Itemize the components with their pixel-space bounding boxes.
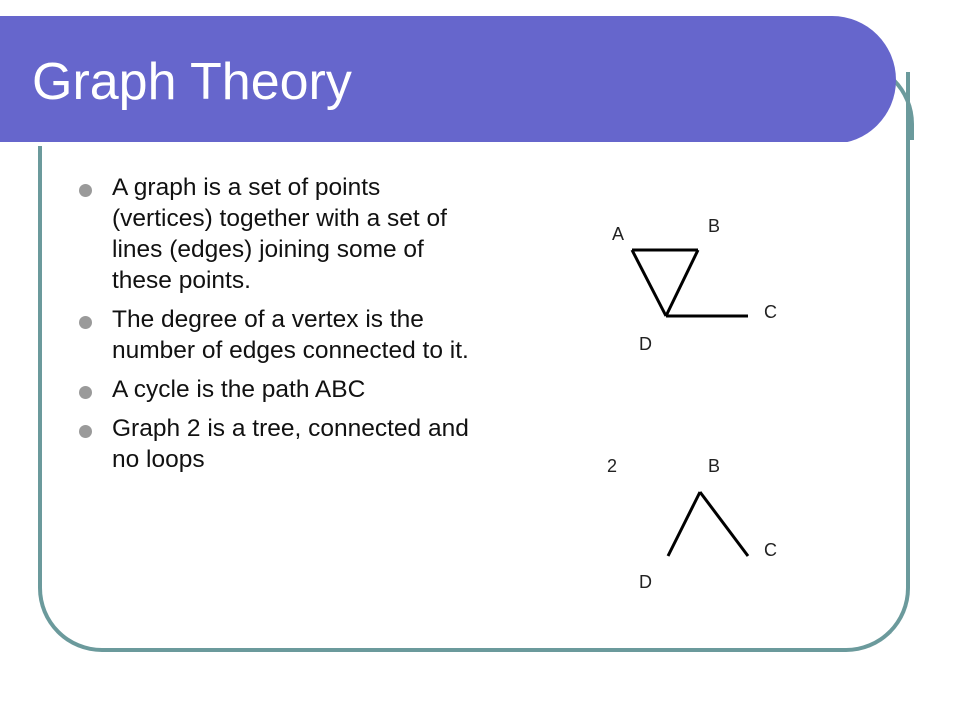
edge-b-d — [666, 250, 698, 316]
edge-d-b — [668, 492, 700, 556]
vertex-label-c: C — [764, 302, 777, 322]
graph-2 — [607, 456, 777, 592]
bullet-item — [76, 374, 476, 405]
graph-number-label: 2 — [607, 456, 618, 476]
vertex-label-d: D — [639, 334, 652, 354]
bullet-text: Graph 2 is a tree, connected and no loops — [112, 415, 469, 473]
bullet-text: A graph is a set of points (vertices) together with a set of lines (edges) joining some of these points. — [112, 174, 447, 294]
bullet-dot-icon — [79, 316, 92, 329]
bullet-dot-icon — [79, 184, 92, 197]
bullet-text: A cycle is the path ABC — [112, 376, 366, 403]
vertex-label-d: D — [639, 572, 652, 592]
bullet-item — [76, 413, 476, 475]
bullet-item — [76, 172, 476, 296]
graph-1 — [612, 216, 777, 354]
bullet-text: The degree of a vertex is the number of edges connected to it. — [112, 306, 469, 364]
vertex-label-a: A — [612, 224, 625, 244]
bullet-dot-icon — [79, 425, 92, 438]
vertex-label-b: B — [708, 456, 721, 476]
edge-a-d — [632, 250, 666, 316]
bullet-item — [76, 304, 476, 366]
title-underline — [0, 142, 848, 146]
title-bar — [0, 16, 896, 144]
graph-diagrams — [560, 196, 820, 606]
bullet-list — [76, 172, 476, 483]
edge-b-c — [700, 492, 748, 556]
vertex-label-b: B — [708, 216, 721, 236]
bullet-dot-icon — [79, 386, 92, 399]
vertex-label-c: C — [764, 540, 777, 560]
slide-title: Graph Theory — [32, 53, 352, 111]
